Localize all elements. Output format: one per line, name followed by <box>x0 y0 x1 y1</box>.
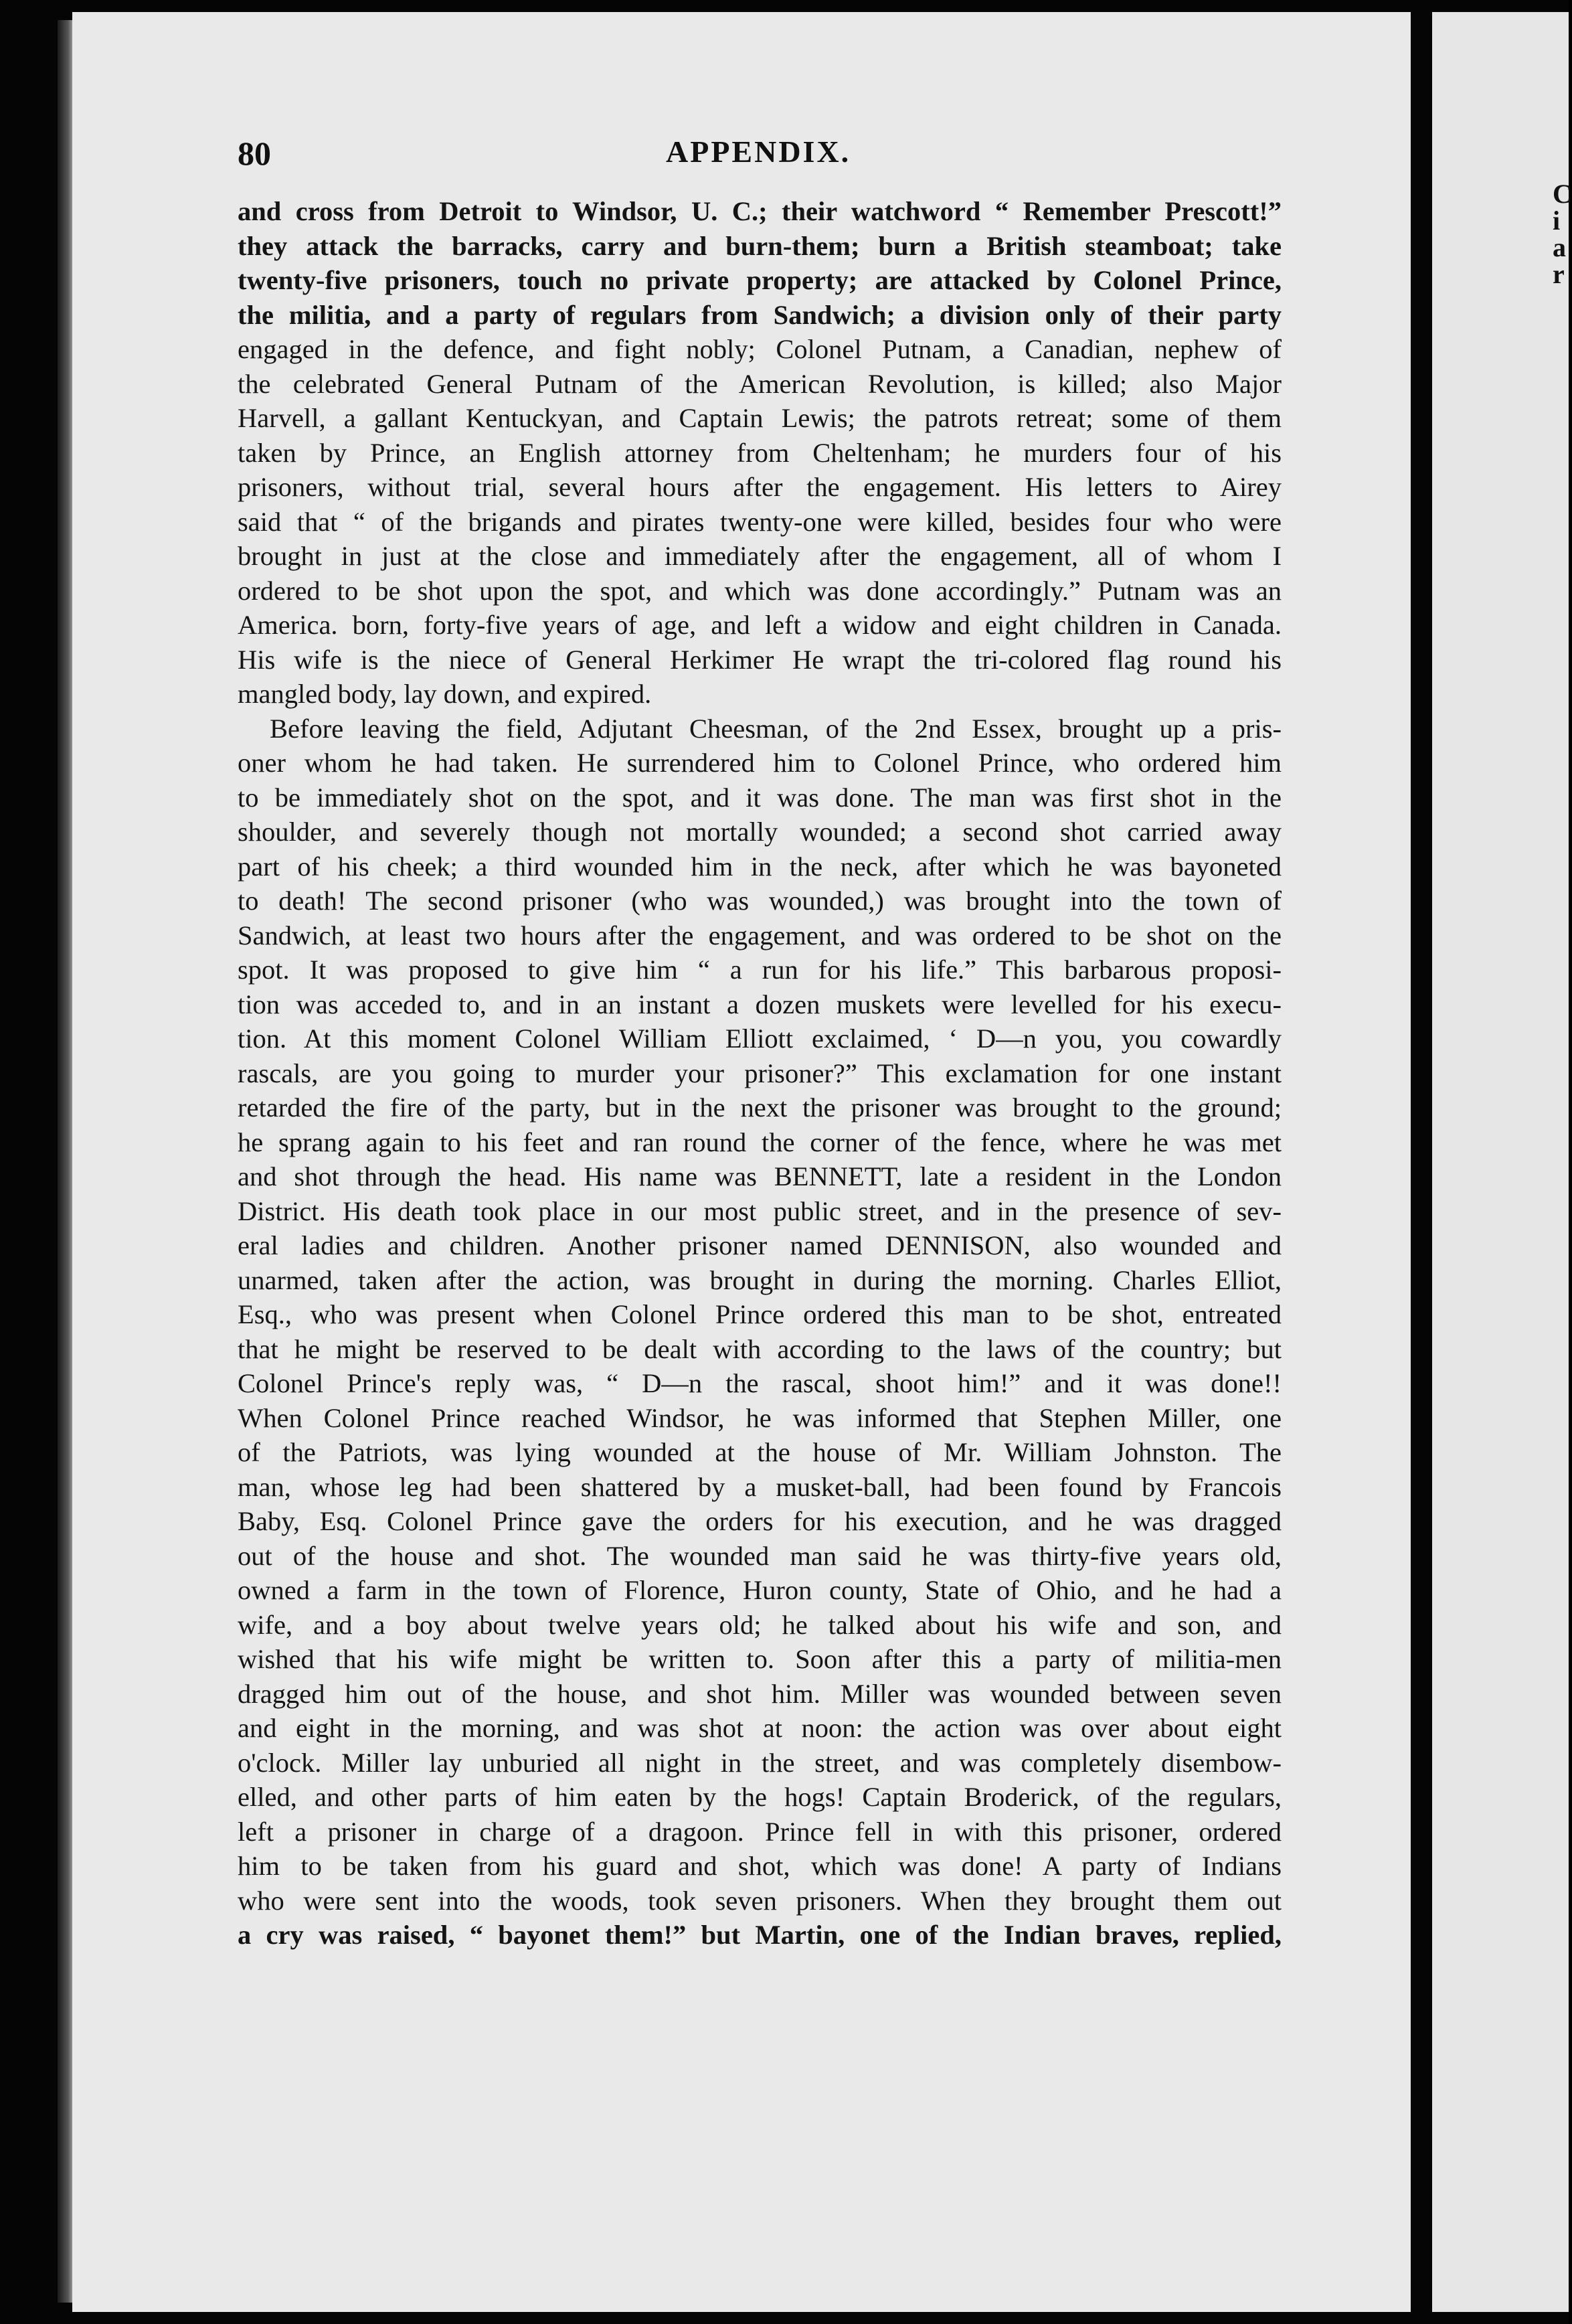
text-line: spot. It was proposed to give him “ a run for his life.” This barbarous proposi- <box>238 954 1282 985</box>
text-line: taken by Prince, an English attorney from Cheltenham; he murders four of his <box>238 437 1282 468</box>
text-line: out of the house and shot. The wounded man said he was thirty-five years old, <box>238 1540 1282 1571</box>
facing-page <box>1432 12 1572 2312</box>
text-line: and shot through the head. His name was BENNETT, late a resident in the London <box>238 1161 1282 1191</box>
text-line: tion was acceded to, and in an instant a dozen muskets were levelled for his execu- <box>238 989 1282 1019</box>
text-line: unarmed, taken after the action, was brought in during the morning. Charles Elliot, <box>238 1264 1282 1295</box>
text-line: brought in just at the close and immediately after the engagement, all of whom I <box>238 541 1282 571</box>
text-line: the celebrated General Putnam of the American Revolution, is killed; also Major <box>238 368 1282 399</box>
text-line: Colonel Prince's reply was, “ D—n the rascal, shoot him!” and it was done!! <box>238 1368 1282 1398</box>
text-line: owned a farm in the town of Florence, Huron county, State of Ohio, and he had a <box>238 1575 1282 1605</box>
text-line: to be immediately shot on the spot, and it was done. The man was first shot in the <box>238 782 1282 813</box>
text-line: twenty-five prisoners, touch no private property; are attacked by Colonel Prince, <box>238 265 1282 295</box>
running-head: APPENDIX. <box>666 135 851 169</box>
text-line: Sandwich, at least two hours after the engagement, and was ordered to be shot on the <box>238 920 1282 950</box>
fragment-letter: i <box>1553 205 1561 236</box>
text-line: said that “ of the brigands and pirates twenty-one were killed, besides four who were <box>238 506 1282 537</box>
text-line: and eight in the morning, and was shot at noon: the action was over about eight <box>238 1713 1282 1743</box>
text-line: engaged in the defence, and fight nobly; Colonel Putnam, a Canadian, nephew of <box>238 334 1282 364</box>
text-line: part of his cheek; a third wounded him in the neck, after which he was bayoneted <box>238 851 1282 882</box>
text-line: that he might be reserved to be dealt with according to the laws of the country; but <box>238 1333 1282 1364</box>
text-line: Baby, Esq. Colonel Prince gave the orders for his execution, and he was dragged <box>238 1506 1282 1536</box>
text-line: retarded the fire of the party, but in the next the prisoner was brought to the ground; <box>238 1092 1282 1123</box>
text-line: the militia, and a party of regulars from Sandwich; a division only of their party <box>238 299 1282 330</box>
text-line: man, whose leg had been shattered by a musket-ball, had been found by Francois <box>238 1471 1282 1502</box>
text-line: elled, and other parts of him eaten by the hogs! Captain Broderick, of the regulars, <box>238 1782 1282 1812</box>
paragraph <box>238 712 1282 1953</box>
paragraph <box>238 194 1282 712</box>
text-line: prisoners, without trial, several hours after the engagement. His letters to Airey <box>238 472 1282 502</box>
text-line: District. His death took place in our most public street, and in the presence of sev- <box>238 1195 1282 1226</box>
body-text <box>238 194 1282 1953</box>
fragment-letter: a <box>1553 232 1566 262</box>
text-line: they attack the barracks, carry and burn-them; burn a British steamboat; take <box>238 230 1282 261</box>
text-line: shoulder, and severely though not mortally wounded; a second shot carried away <box>238 817 1282 847</box>
text-line: Before leaving the field, Adjutant Cheesman, of the 2nd Essex, brought up a pris- <box>270 713 1282 744</box>
text-line: mangled body, lay down, and expired. <box>238 679 652 709</box>
text-line: Esq., who was present when Colonel Prince ordered this man to be shot, entreated <box>238 1299 1282 1329</box>
text-line: His wife is the niece of General Herkimer He wrapt the tri-colored flag round his <box>238 644 1282 675</box>
text-line: a cry was raised, “ bayonet them!” but Martin, one of the Indian braves, replied, <box>238 1920 1282 1950</box>
text-line: When Colonel Prince reached Windsor, he was informed that Stephen Miller, one <box>238 1402 1282 1433</box>
text-line: wife, and a boy about twelve years old; he talked about his wife and son, and <box>238 1609 1282 1640</box>
text-line: America. born, forty-five years of age, and left a widow and eight children in Canada. <box>238 610 1282 640</box>
text-line: wished that his wife might be written to. Soon after this a party of militia-men <box>238 1644 1282 1674</box>
text-line: dragged him out of the house, and shot him. Miller was wounded between seven <box>238 1678 1282 1709</box>
fragment-letter: r <box>1553 259 1565 289</box>
text-line: to death! The second prisoner (who was wounded,) was brought into the town of <box>238 886 1282 916</box>
text-line: him to be taken from his guard and shot, which was done! A party of Indians <box>238 1851 1282 1881</box>
text-line: ordered to be shot upon the spot, and which was done accordingly.” Putnam was an <box>238 575 1282 606</box>
fragment-letter: C <box>1553 179 1572 209</box>
text-line: left a prisoner in charge of a dragoon. Prince fell in with this prisoner, ordered <box>238 1816 1282 1847</box>
text-line: oner whom he had taken. He surrendered him to Colonel Prince, who ordered him <box>238 748 1282 778</box>
text-line: tion. At this moment Colonel William Elliott exclaimed, ‘ D—n you, you cowardly <box>238 1023 1282 1054</box>
text-line: Harvell, a gallant Kentuckyan, and Captain Lewis; the patrots retreat; some of them <box>238 403 1282 433</box>
text-line: eral ladies and children. Another prisoner named DENNISON, also wounded and <box>238 1230 1282 1260</box>
text-line: rascals, are you going to murder your prisoner?” This exclamation for one instant <box>238 1058 1282 1088</box>
facing-page-text-fragment <box>1553 179 1572 321</box>
text-line: he sprang again to his feet and ran round the corner of the fence, where he was met <box>238 1127 1282 1157</box>
page-header <box>238 134 1282 181</box>
page-number: 80 <box>238 135 271 172</box>
text-line: of the Patriots, was lying wounded at the house of Mr. William Johnston. The <box>238 1437 1282 1467</box>
text-line: who were sent into the woods, took seven prisoners. When they brought them out <box>238 1885 1282 1916</box>
text-line: o'clock. Miller lay unburied all night in the street, and was completely disembow- <box>238 1747 1282 1778</box>
text-line: and cross from Detroit to Windsor, U. C.; their watchword “ Remember Prescott!” <box>238 196 1282 226</box>
